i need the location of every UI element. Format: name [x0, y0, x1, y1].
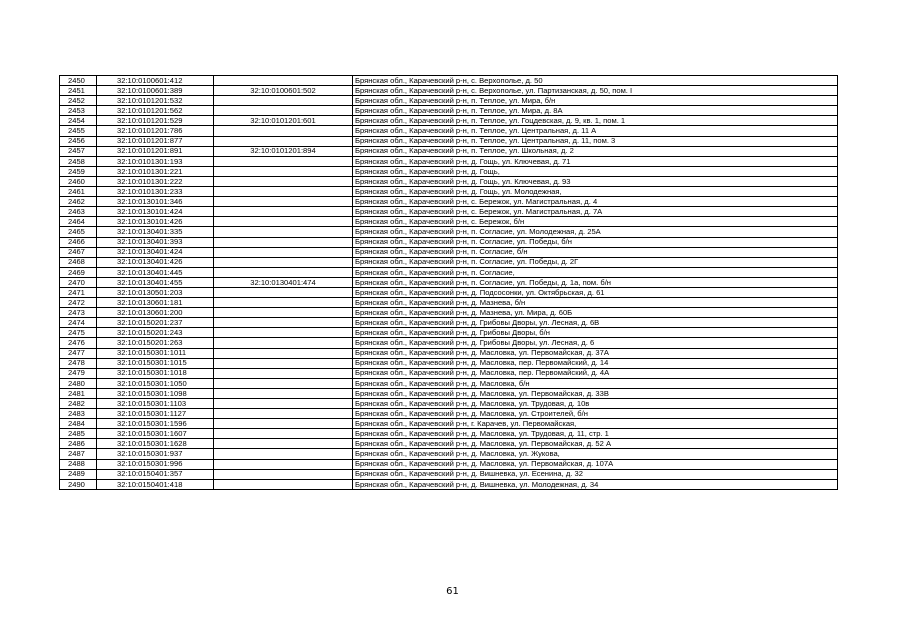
address-cell: Брянская обл., Карачевский р-н, д. Мазнева, ул. Мира, д. 60Б: [353, 308, 838, 318]
cadastral-number-cell: 32:10:0150301:1098: [97, 388, 214, 398]
row-number-cell: 2461: [60, 187, 97, 197]
related-cadastral-number-cell: [214, 106, 353, 116]
related-cadastral-number-cell: [214, 318, 353, 328]
table-row: [60, 166, 838, 176]
related-cadastral-number-cell: [214, 308, 353, 318]
cadastral-number-cell: 32:10:0101201:786: [97, 126, 214, 136]
row-number-cell: 2469: [60, 267, 97, 277]
related-cadastral-number-cell: 32:10:0130401:474: [214, 277, 353, 287]
table-row: [60, 308, 838, 318]
related-cadastral-number-cell: [214, 227, 353, 237]
table-row: [60, 237, 838, 247]
row-number-cell: 2472: [60, 298, 97, 308]
cadastral-number-cell: 32:10:0101201:562: [97, 106, 214, 116]
cadastral-number-cell: 32:10:0130601:200: [97, 308, 214, 318]
cadastral-number-cell: 32:10:0130401:424: [97, 247, 214, 257]
cadastral-number-cell: 32:10:0130101:346: [97, 197, 214, 207]
table-row: [60, 459, 838, 469]
address-cell: Брянская обл., Карачевский р-н, д. Масловка, ул. Строителей, б/н: [353, 409, 838, 419]
related-cadastral-number-cell: [214, 156, 353, 166]
related-cadastral-number-cell: [214, 267, 353, 277]
table-row: [60, 378, 838, 388]
address-cell: Брянская обл., Карачевский р-н, д. Гощь, ул. Ключевая, д. 71: [353, 156, 838, 166]
address-cell: Брянская обл., Карачевский р-н, г. Карачев, ул. Первомайская,: [353, 419, 838, 429]
table-row: [60, 227, 838, 237]
table-row: [60, 399, 838, 409]
row-number-cell: 2453: [60, 106, 97, 116]
related-cadastral-number-cell: [214, 459, 353, 469]
related-cadastral-number-cell: [214, 469, 353, 479]
table-row: [60, 328, 838, 338]
address-cell: Брянская обл., Карачевский р-н, с. Бережок, ул. Магистральная, д. 7А: [353, 207, 838, 217]
cadastral-number-cell: 32:10:0101201:529: [97, 116, 214, 126]
cadastral-number-cell: 32:10:0130101:424: [97, 207, 214, 217]
address-cell: Брянская обл., Карачевский р-н, д. Грибовы Дворы, ул. Лесная, д. 6В: [353, 318, 838, 328]
table-row: [60, 146, 838, 156]
cadastral-number-cell: 32:10:0101301:233: [97, 187, 214, 197]
row-number-cell: 2455: [60, 126, 97, 136]
related-cadastral-number-cell: [214, 287, 353, 297]
cadastral-number-cell: 32:10:0150301:1011: [97, 348, 214, 358]
address-cell: Брянская обл., Карачевский р-н, д. Масловка, пер. Первомайский, д. 4А: [353, 368, 838, 378]
table-row: [60, 197, 838, 207]
row-number-cell: 2477: [60, 348, 97, 358]
cadastral-number-cell: 32:10:0150301:1015: [97, 358, 214, 368]
related-cadastral-number-cell: 32:10:0100601:502: [214, 86, 353, 96]
address-cell: Брянская обл., Карачевский р-н, п. Теплое, ул. Центральная, д. 11 А: [353, 126, 838, 136]
cadastral-number-cell: 32:10:0100601:412: [97, 76, 214, 86]
address-cell: Брянская обл., Карачевский р-н, с. Верхополье, д. 50: [353, 76, 838, 86]
address-cell: Брянская обл., Карачевский р-н, п. Теплое, ул. Мира, д. 8А: [353, 106, 838, 116]
address-cell: Брянская обл., Карачевский р-н, д. Масловка, ул. Первомайская, д. 37А: [353, 348, 838, 358]
related-cadastral-number-cell: [214, 358, 353, 368]
table-row: [60, 247, 838, 257]
table-row: [60, 267, 838, 277]
related-cadastral-number-cell: [214, 217, 353, 227]
cadastral-number-cell: 32:10:0150301:1628: [97, 439, 214, 449]
row-number-cell: 2475: [60, 328, 97, 338]
row-number-cell: 2451: [60, 86, 97, 96]
row-number-cell: 2486: [60, 439, 97, 449]
table-row: [60, 76, 838, 86]
related-cadastral-number-cell: [214, 96, 353, 106]
related-cadastral-number-cell: [214, 298, 353, 308]
related-cadastral-number-cell: [214, 257, 353, 267]
cadastral-number-cell: 32:10:0101201:532: [97, 96, 214, 106]
cadastral-number-cell: 32:10:0150401:357: [97, 469, 214, 479]
table-row: [60, 86, 838, 96]
related-cadastral-number-cell: [214, 419, 353, 429]
address-cell: Брянская обл., Карачевский р-н, п. Согласие, ул. Победы, д. 2Г: [353, 257, 838, 267]
related-cadastral-number-cell: [214, 399, 353, 409]
address-cell: Брянская обл., Карачевский р-н, д. Вишневка, ул. Есенина, д. 32: [353, 469, 838, 479]
related-cadastral-number-cell: [214, 348, 353, 358]
table-body: [60, 76, 838, 490]
cadastral-number-cell: 32:10:0150301:1127: [97, 409, 214, 419]
address-cell: Брянская обл., Карачевский р-н, д. Гощь,: [353, 166, 838, 176]
table-row: [60, 419, 838, 429]
table-row: [60, 358, 838, 368]
cadastral-number-cell: 32:10:0150201:263: [97, 338, 214, 348]
related-cadastral-number-cell: [214, 166, 353, 176]
row-number-cell: 2456: [60, 136, 97, 146]
address-cell: Брянская обл., Карачевский р-н, п. Теплое, ул. Гоцдевская, д. 9, кв. 1, пом. 1: [353, 116, 838, 126]
related-cadastral-number-cell: [214, 449, 353, 459]
table-row: [60, 136, 838, 146]
address-cell: Брянская обл., Карачевский р-н, п. Теплое, ул. Мира, б/н: [353, 96, 838, 106]
row-number-cell: 2470: [60, 277, 97, 287]
address-cell: Брянская обл., Карачевский р-н, п. Теплое, ул. Школьная, д. 2: [353, 146, 838, 156]
address-cell: Брянская обл., Карачевский р-н, д. Подсосонки, ул. Октябрьская, д. 61: [353, 287, 838, 297]
table-row: [60, 348, 838, 358]
table-row: [60, 96, 838, 106]
row-number-cell: 2487: [60, 449, 97, 459]
table-row: [60, 298, 838, 308]
related-cadastral-number-cell: [214, 126, 353, 136]
cadastral-number-cell: 32:10:0100601:389: [97, 86, 214, 96]
cadastral-number-cell: 32:10:0130401:393: [97, 237, 214, 247]
address-cell: Брянская обл., Карачевский р-н, п. Теплое, ул. Центральная, д. 11, пом. 3: [353, 136, 838, 146]
related-cadastral-number-cell: [214, 76, 353, 86]
cadastral-number-cell: 32:10:0150301:1596: [97, 419, 214, 429]
related-cadastral-number-cell: [214, 439, 353, 449]
table-row: [60, 479, 838, 489]
address-cell: Брянская обл., Карачевский р-н, с. Бережок, ул. Магистральная, д. 4: [353, 197, 838, 207]
row-number-cell: 2464: [60, 217, 97, 227]
address-cell: Брянская обл., Карачевский р-н, д. Грибовы Дворы, б/н: [353, 328, 838, 338]
row-number-cell: 2490: [60, 479, 97, 489]
row-number-cell: 2481: [60, 388, 97, 398]
related-cadastral-number-cell: [214, 237, 353, 247]
row-number-cell: 2467: [60, 247, 97, 257]
address-cell: Брянская обл., Карачевский р-н, п. Согласие, ул. Молодежная, д. 25А: [353, 227, 838, 237]
address-cell: Брянская обл., Карачевский р-н, д. Вишневка, ул. Молодежная, д. 34: [353, 479, 838, 489]
cadastral-number-cell: 32:10:0150301:937: [97, 449, 214, 459]
cadastral-number-cell: 32:10:0130401:445: [97, 267, 214, 277]
row-number-cell: 2489: [60, 469, 97, 479]
table-row: [60, 409, 838, 419]
table-row: [60, 126, 838, 136]
related-cadastral-number-cell: [214, 187, 353, 197]
row-number-cell: 2485: [60, 429, 97, 439]
address-cell: Брянская обл., Карачевский р-н, д. Масловка, ул. Первомайская, д. 107А: [353, 459, 838, 469]
related-cadastral-number-cell: [214, 338, 353, 348]
table-row: [60, 469, 838, 479]
table-row: [60, 106, 838, 116]
row-number-cell: 2452: [60, 96, 97, 106]
related-cadastral-number-cell: [214, 378, 353, 388]
table-row: [60, 287, 838, 297]
address-cell: Брянская обл., Карачевский р-н, д. Грибовы Дворы, ул. Лесная, д. 6: [353, 338, 838, 348]
row-number-cell: 2474: [60, 318, 97, 328]
cadastral-number-cell: 32:10:0150301:1607: [97, 429, 214, 439]
row-number-cell: 2454: [60, 116, 97, 126]
row-number-cell: 2476: [60, 338, 97, 348]
address-cell: Брянская обл., Карачевский р-н, д. Гощь, ул. Ключевая, д. 93: [353, 176, 838, 186]
address-cell: Брянская обл., Карачевский р-н, д. Гощь, ул. Молодежная,: [353, 187, 838, 197]
cadastral-number-cell: 32:10:0150301:1050: [97, 378, 214, 388]
address-cell: Брянская обл., Карачевский р-н, п. Согласие, б/н: [353, 247, 838, 257]
related-cadastral-number-cell: 32:10:0101201:894: [214, 146, 353, 156]
table-row: [60, 318, 838, 328]
cadastral-number-cell: 32:10:0101201:891: [97, 146, 214, 156]
address-cell: Брянская обл., Карачевский р-н, д. Масловка, ул. Первомайская, д. 52 А: [353, 439, 838, 449]
address-cell: Брянская обл., Карачевский р-н, д. Мазнева, б/н: [353, 298, 838, 308]
row-number-cell: 2465: [60, 227, 97, 237]
row-number-cell: 2471: [60, 287, 97, 297]
row-number-cell: 2460: [60, 176, 97, 186]
cadastral-number-cell: 32:10:0150301:1018: [97, 368, 214, 378]
cadastral-number-cell: 32:10:0130401:455: [97, 277, 214, 287]
related-cadastral-number-cell: [214, 388, 353, 398]
table-row: [60, 277, 838, 287]
cadastral-number-cell: 32:10:0101301:222: [97, 176, 214, 186]
related-cadastral-number-cell: [214, 176, 353, 186]
related-cadastral-number-cell: [214, 429, 353, 439]
related-cadastral-number-cell: [214, 368, 353, 378]
cadastral-number-cell: 32:10:0130401:426: [97, 257, 214, 267]
row-number-cell: 2484: [60, 419, 97, 429]
table-row: [60, 449, 838, 459]
row-number-cell: 2457: [60, 146, 97, 156]
row-number-cell: 2483: [60, 409, 97, 419]
table-row: [60, 439, 838, 449]
table-row: [60, 207, 838, 217]
row-number-cell: 2473: [60, 308, 97, 318]
row-number-cell: 2466: [60, 237, 97, 247]
address-cell: Брянская обл., Карачевский р-н, п. Согласие, ул. Победы, д. 1а, пом. б/н: [353, 277, 838, 287]
address-cell: Брянская обл., Карачевский р-н, д. Масловка, ул. Жукова,: [353, 449, 838, 459]
row-number-cell: 2479: [60, 368, 97, 378]
cadastral-number-cell: 32:10:0130501:203: [97, 287, 214, 297]
related-cadastral-number-cell: [214, 207, 353, 217]
address-cell: Брянская обл., Карачевский р-н, с. Верхополье, ул. Партизанская, д. 50, пом. I: [353, 86, 838, 96]
cadastral-number-cell: 32:10:0130101:426: [97, 217, 214, 227]
row-number-cell: 2482: [60, 399, 97, 409]
table-row: [60, 388, 838, 398]
address-cell: Брянская обл., Карачевский р-н, д. Масловка, ул. Первомайская, д. 33В: [353, 388, 838, 398]
cadastral-number-cell: 32:10:0150201:243: [97, 328, 214, 338]
cadastral-number-cell: 32:10:0101301:221: [97, 166, 214, 176]
table-row: [60, 217, 838, 227]
table-row: [60, 187, 838, 197]
cadastral-number-cell: 32:10:0150201:237: [97, 318, 214, 328]
related-cadastral-number-cell: [214, 247, 353, 257]
address-cell: Брянская обл., Карачевский р-н, д. Масловка, ул. Трудовая, д. 11, стр. 1: [353, 429, 838, 439]
row-number-cell: 2480: [60, 378, 97, 388]
cadastral-number-cell: 32:10:0130601:181: [97, 298, 214, 308]
address-cell: Брянская обл., Карачевский р-н, с. Бережок, б/н: [353, 217, 838, 227]
row-number-cell: 2488: [60, 459, 97, 469]
cadastral-number-cell: 32:10:0130401:335: [97, 227, 214, 237]
related-cadastral-number-cell: [214, 197, 353, 207]
table-row: [60, 156, 838, 166]
row-number-cell: 2463: [60, 207, 97, 217]
row-number-cell: 2468: [60, 257, 97, 267]
address-cell: Брянская обл., Карачевский р-н, д. Масловка, пер. Первомайский, д. 14: [353, 358, 838, 368]
row-number-cell: 2458: [60, 156, 97, 166]
table-row: [60, 116, 838, 126]
table-row: [60, 429, 838, 439]
cadastral-number-cell: 32:10:0150301:996: [97, 459, 214, 469]
registry-table: [59, 75, 838, 490]
table-row: [60, 368, 838, 378]
related-cadastral-number-cell: [214, 136, 353, 146]
related-cadastral-number-cell: 32:10:0101201:601: [214, 116, 353, 126]
related-cadastral-number-cell: [214, 409, 353, 419]
row-number-cell: 2478: [60, 358, 97, 368]
table-row: [60, 176, 838, 186]
table-row: [60, 257, 838, 267]
cadastral-number-cell: 32:10:0101301:193: [97, 156, 214, 166]
address-cell: Брянская обл., Карачевский р-н, д. Масловка, ул. Трудовая, д. 10в: [353, 399, 838, 409]
address-cell: Брянская обл., Карачевский р-н, п. Согласие,: [353, 267, 838, 277]
related-cadastral-number-cell: [214, 479, 353, 489]
row-number-cell: 2450: [60, 76, 97, 86]
row-number-cell: 2459: [60, 166, 97, 176]
address-cell: Брянская обл., Карачевский р-н, п. Согласие, ул. Победы, б/н: [353, 237, 838, 247]
table-row: [60, 338, 838, 348]
page-number: 61: [446, 586, 459, 597]
row-number-cell: 2462: [60, 197, 97, 207]
cadastral-number-cell: 32:10:0101201:877: [97, 136, 214, 146]
cadastral-number-cell: 32:10:0150301:1103: [97, 399, 214, 409]
related-cadastral-number-cell: [214, 328, 353, 338]
address-cell: Брянская обл., Карачевский р-н, д. Масловка, б/н: [353, 378, 838, 388]
cadastral-number-cell: 32:10:0150401:418: [97, 479, 214, 489]
